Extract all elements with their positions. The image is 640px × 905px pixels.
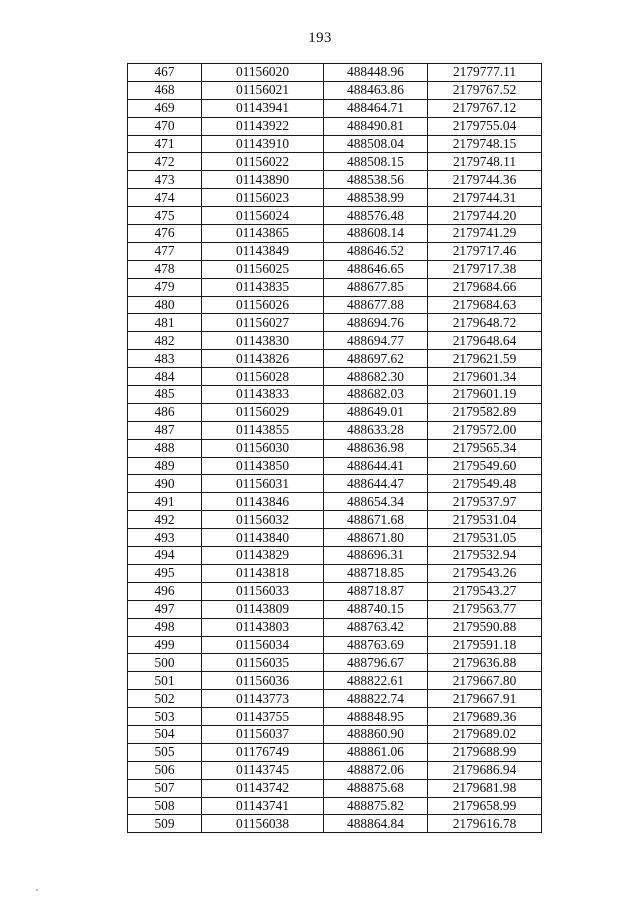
x-coordinate-cell: 488508.15 xyxy=(324,153,428,171)
x-coordinate-cell: 488694.76 xyxy=(324,314,428,332)
code-cell: 01156035 xyxy=(202,654,324,672)
x-coordinate-cell: 488464.71 xyxy=(324,99,428,117)
table-row xyxy=(128,529,542,547)
row-number-cell: 495 xyxy=(128,564,202,582)
y-coordinate-cell: 2179531.05 xyxy=(428,529,542,547)
table-row xyxy=(128,296,542,314)
coordinates-table xyxy=(127,63,542,833)
table-row xyxy=(128,99,542,117)
y-coordinate-cell: 2179543.27 xyxy=(428,582,542,600)
y-coordinate-cell: 2179648.64 xyxy=(428,332,542,350)
x-coordinate-cell: 488694.77 xyxy=(324,332,428,350)
table-row xyxy=(128,743,542,761)
y-coordinate-cell: 2179689.02 xyxy=(428,725,542,743)
x-coordinate-cell: 488763.42 xyxy=(324,618,428,636)
x-coordinate-cell: 488649.01 xyxy=(324,403,428,421)
table-row xyxy=(128,314,542,332)
y-coordinate-cell: 2179744.31 xyxy=(428,189,542,207)
code-cell: 01143849 xyxy=(202,242,324,260)
code-cell: 01143803 xyxy=(202,618,324,636)
table-row xyxy=(128,725,542,743)
x-coordinate-cell: 488696.31 xyxy=(324,547,428,565)
code-cell: 01143742 xyxy=(202,779,324,797)
y-coordinate-cell: 2179601.34 xyxy=(428,368,542,386)
row-number-cell: 486 xyxy=(128,403,202,421)
x-coordinate-cell: 488538.56 xyxy=(324,171,428,189)
y-coordinate-cell: 2179686.94 xyxy=(428,761,542,779)
row-number-cell: 489 xyxy=(128,457,202,475)
y-coordinate-cell: 2179748.11 xyxy=(428,153,542,171)
code-cell: 01143835 xyxy=(202,278,324,296)
x-coordinate-cell: 488822.74 xyxy=(324,690,428,708)
y-coordinate-cell: 2179590.88 xyxy=(428,618,542,636)
code-cell: 01156030 xyxy=(202,439,324,457)
code-cell: 01143941 xyxy=(202,99,324,117)
x-coordinate-cell: 488646.52 xyxy=(324,242,428,260)
y-coordinate-cell: 2179741.29 xyxy=(428,225,542,243)
code-cell: 01176749 xyxy=(202,743,324,761)
code-cell: 01143829 xyxy=(202,547,324,565)
x-coordinate-cell: 488861.06 xyxy=(324,743,428,761)
row-number-cell: 487 xyxy=(128,421,202,439)
table-row xyxy=(128,511,542,529)
x-coordinate-cell: 488490.81 xyxy=(324,117,428,135)
y-coordinate-cell: 2179648.72 xyxy=(428,314,542,332)
row-number-cell: 503 xyxy=(128,708,202,726)
y-coordinate-cell: 2179531.04 xyxy=(428,511,542,529)
row-number-cell: 500 xyxy=(128,654,202,672)
x-coordinate-cell: 488671.80 xyxy=(324,529,428,547)
row-number-cell: 508 xyxy=(128,797,202,815)
table-row xyxy=(128,117,542,135)
code-cell: 01156036 xyxy=(202,672,324,690)
table-row xyxy=(128,672,542,690)
x-coordinate-cell: 488608.14 xyxy=(324,225,428,243)
x-coordinate-cell: 488860.90 xyxy=(324,725,428,743)
code-cell: 01156029 xyxy=(202,403,324,421)
table-row xyxy=(128,582,542,600)
table-row xyxy=(128,64,542,82)
y-coordinate-cell: 2179658.99 xyxy=(428,797,542,815)
row-number-cell: 504 xyxy=(128,725,202,743)
x-coordinate-cell: 488508.04 xyxy=(324,135,428,153)
table-row xyxy=(128,260,542,278)
row-number-cell: 491 xyxy=(128,493,202,511)
row-number-cell: 502 xyxy=(128,690,202,708)
row-number-cell: 490 xyxy=(128,475,202,493)
table-row xyxy=(128,654,542,672)
x-coordinate-cell: 488682.03 xyxy=(324,386,428,404)
x-coordinate-cell: 488848.95 xyxy=(324,708,428,726)
table-row xyxy=(128,403,542,421)
code-cell: 01156031 xyxy=(202,475,324,493)
code-cell: 01143833 xyxy=(202,386,324,404)
x-coordinate-cell: 488644.47 xyxy=(324,475,428,493)
table-row xyxy=(128,797,542,815)
y-coordinate-cell: 2179549.48 xyxy=(428,475,542,493)
row-number-cell: 505 xyxy=(128,743,202,761)
row-number-cell: 498 xyxy=(128,618,202,636)
y-coordinate-cell: 2179748.15 xyxy=(428,135,542,153)
table-row xyxy=(128,332,542,350)
code-cell: 01143855 xyxy=(202,421,324,439)
table-row xyxy=(128,600,542,618)
y-coordinate-cell: 2179636.88 xyxy=(428,654,542,672)
table-row xyxy=(128,690,542,708)
row-number-cell: 472 xyxy=(128,153,202,171)
x-coordinate-cell: 488677.85 xyxy=(324,278,428,296)
row-number-cell: 483 xyxy=(128,350,202,368)
y-coordinate-cell: 2179616.78 xyxy=(428,815,542,833)
x-coordinate-cell: 488654.34 xyxy=(324,493,428,511)
row-number-cell: 497 xyxy=(128,600,202,618)
row-number-cell: 469 xyxy=(128,99,202,117)
row-number-cell: 499 xyxy=(128,636,202,654)
y-coordinate-cell: 2179543.26 xyxy=(428,564,542,582)
code-cell: 01143826 xyxy=(202,350,324,368)
code-cell: 01143922 xyxy=(202,117,324,135)
x-coordinate-cell: 488644.41 xyxy=(324,457,428,475)
row-number-cell: 467 xyxy=(128,64,202,82)
table-row xyxy=(128,779,542,797)
y-coordinate-cell: 2179684.66 xyxy=(428,278,542,296)
y-coordinate-cell: 2179549.60 xyxy=(428,457,542,475)
row-number-cell: 501 xyxy=(128,672,202,690)
code-cell: 01143755 xyxy=(202,708,324,726)
row-number-cell: 468 xyxy=(128,81,202,99)
table-row xyxy=(128,439,542,457)
y-coordinate-cell: 2179621.59 xyxy=(428,350,542,368)
row-number-cell: 492 xyxy=(128,511,202,529)
table-row xyxy=(128,278,542,296)
code-cell: 01143850 xyxy=(202,457,324,475)
y-coordinate-cell: 2179601.19 xyxy=(428,386,542,404)
y-coordinate-cell: 2179717.38 xyxy=(428,260,542,278)
table-row xyxy=(128,171,542,189)
table-row xyxy=(128,225,542,243)
table-row xyxy=(128,81,542,99)
y-coordinate-cell: 2179684.63 xyxy=(428,296,542,314)
code-cell: 01143741 xyxy=(202,797,324,815)
table-row xyxy=(128,153,542,171)
row-number-cell: 481 xyxy=(128,314,202,332)
y-coordinate-cell: 2179563.77 xyxy=(428,600,542,618)
y-coordinate-cell: 2179537.97 xyxy=(428,493,542,511)
row-number-cell: 482 xyxy=(128,332,202,350)
x-coordinate-cell: 488718.87 xyxy=(324,582,428,600)
code-cell: 01156022 xyxy=(202,153,324,171)
row-number-cell: 476 xyxy=(128,225,202,243)
row-number-cell: 485 xyxy=(128,386,202,404)
coordinates-table-body xyxy=(128,64,542,833)
row-number-cell: 484 xyxy=(128,368,202,386)
code-cell: 01143745 xyxy=(202,761,324,779)
row-number-cell: 479 xyxy=(128,278,202,296)
y-coordinate-cell: 2179582.89 xyxy=(428,403,542,421)
table-row xyxy=(128,350,542,368)
row-number-cell: 488 xyxy=(128,439,202,457)
y-coordinate-cell: 2179532.94 xyxy=(428,547,542,565)
code-cell: 01143890 xyxy=(202,171,324,189)
y-coordinate-cell: 2179744.20 xyxy=(428,207,542,225)
row-number-cell: 473 xyxy=(128,171,202,189)
row-number-cell: 474 xyxy=(128,189,202,207)
table-row xyxy=(128,207,542,225)
y-coordinate-cell: 2179755.04 xyxy=(428,117,542,135)
table-row xyxy=(128,421,542,439)
y-coordinate-cell: 2179767.52 xyxy=(428,81,542,99)
y-coordinate-cell: 2179777.11 xyxy=(428,64,542,82)
code-cell: 01143830 xyxy=(202,332,324,350)
code-cell: 01156033 xyxy=(202,582,324,600)
x-coordinate-cell: 488697.62 xyxy=(324,350,428,368)
table-row xyxy=(128,761,542,779)
row-number-cell: 506 xyxy=(128,761,202,779)
x-coordinate-cell: 488463.86 xyxy=(324,81,428,99)
x-coordinate-cell: 488875.82 xyxy=(324,797,428,815)
code-cell: 01156023 xyxy=(202,189,324,207)
x-coordinate-cell: 488875.68 xyxy=(324,779,428,797)
y-coordinate-cell: 2179591.18 xyxy=(428,636,542,654)
table-row xyxy=(128,475,542,493)
row-number-cell: 496 xyxy=(128,582,202,600)
code-cell: 01156024 xyxy=(202,207,324,225)
code-cell: 01143818 xyxy=(202,564,324,582)
x-coordinate-cell: 488864.84 xyxy=(324,815,428,833)
code-cell: 01156034 xyxy=(202,636,324,654)
x-coordinate-cell: 488682.30 xyxy=(324,368,428,386)
table-row xyxy=(128,493,542,511)
row-number-cell: 470 xyxy=(128,117,202,135)
table-row xyxy=(128,547,542,565)
code-cell: 01156037 xyxy=(202,725,324,743)
y-coordinate-cell: 2179667.80 xyxy=(428,672,542,690)
code-cell: 01143846 xyxy=(202,493,324,511)
row-number-cell: 494 xyxy=(128,547,202,565)
y-coordinate-cell: 2179767.12 xyxy=(428,99,542,117)
row-number-cell: 509 xyxy=(128,815,202,833)
x-coordinate-cell: 488677.88 xyxy=(324,296,428,314)
table-row xyxy=(128,564,542,582)
table-row xyxy=(128,815,542,833)
x-coordinate-cell: 488796.67 xyxy=(324,654,428,672)
table-row xyxy=(128,457,542,475)
table-row xyxy=(128,189,542,207)
code-cell: 01156038 xyxy=(202,815,324,833)
x-coordinate-cell: 488872.06 xyxy=(324,761,428,779)
table-row xyxy=(128,135,542,153)
row-number-cell: 507 xyxy=(128,779,202,797)
y-coordinate-cell: 2179667.91 xyxy=(428,690,542,708)
x-coordinate-cell: 488671.68 xyxy=(324,511,428,529)
table-row xyxy=(128,708,542,726)
code-cell: 01156026 xyxy=(202,296,324,314)
y-coordinate-cell: 2179717.46 xyxy=(428,242,542,260)
x-coordinate-cell: 488822.61 xyxy=(324,672,428,690)
x-coordinate-cell: 488646.65 xyxy=(324,260,428,278)
x-coordinate-cell: 488718.85 xyxy=(324,564,428,582)
y-coordinate-cell: 2179681.98 xyxy=(428,779,542,797)
x-coordinate-cell: 488763.69 xyxy=(324,636,428,654)
row-number-cell: 471 xyxy=(128,135,202,153)
y-coordinate-cell: 2179565.34 xyxy=(428,439,542,457)
code-cell: 01143865 xyxy=(202,225,324,243)
x-coordinate-cell: 488538.99 xyxy=(324,189,428,207)
row-number-cell: 478 xyxy=(128,260,202,278)
code-cell: 01143773 xyxy=(202,690,324,708)
row-number-cell: 477 xyxy=(128,242,202,260)
code-cell: 01156032 xyxy=(202,511,324,529)
code-cell: 01143809 xyxy=(202,600,324,618)
y-coordinate-cell: 2179688.99 xyxy=(428,743,542,761)
y-coordinate-cell: 2179572.00 xyxy=(428,421,542,439)
row-number-cell: 480 xyxy=(128,296,202,314)
code-cell: 01156025 xyxy=(202,260,324,278)
code-cell: 01156020 xyxy=(202,64,324,82)
x-coordinate-cell: 488633.28 xyxy=(324,421,428,439)
x-coordinate-cell: 488448.96 xyxy=(324,64,428,82)
code-cell: 01156028 xyxy=(202,368,324,386)
x-coordinate-cell: 488636.98 xyxy=(324,439,428,457)
page-number: 193 xyxy=(308,30,332,46)
y-coordinate-cell: 2179744.36 xyxy=(428,171,542,189)
table-row xyxy=(128,368,542,386)
x-coordinate-cell: 488740.15 xyxy=(324,600,428,618)
row-number-cell: 475 xyxy=(128,207,202,225)
table-row xyxy=(128,386,542,404)
table-row xyxy=(128,242,542,260)
code-cell: 01156027 xyxy=(202,314,324,332)
code-cell: 01143910 xyxy=(202,135,324,153)
margin-mark xyxy=(36,889,38,891)
x-coordinate-cell: 488576.48 xyxy=(324,207,428,225)
code-cell: 01156021 xyxy=(202,81,324,99)
code-cell: 01143840 xyxy=(202,529,324,547)
table-row xyxy=(128,636,542,654)
y-coordinate-cell: 2179689.36 xyxy=(428,708,542,726)
row-number-cell: 493 xyxy=(128,529,202,547)
table-row xyxy=(128,618,542,636)
